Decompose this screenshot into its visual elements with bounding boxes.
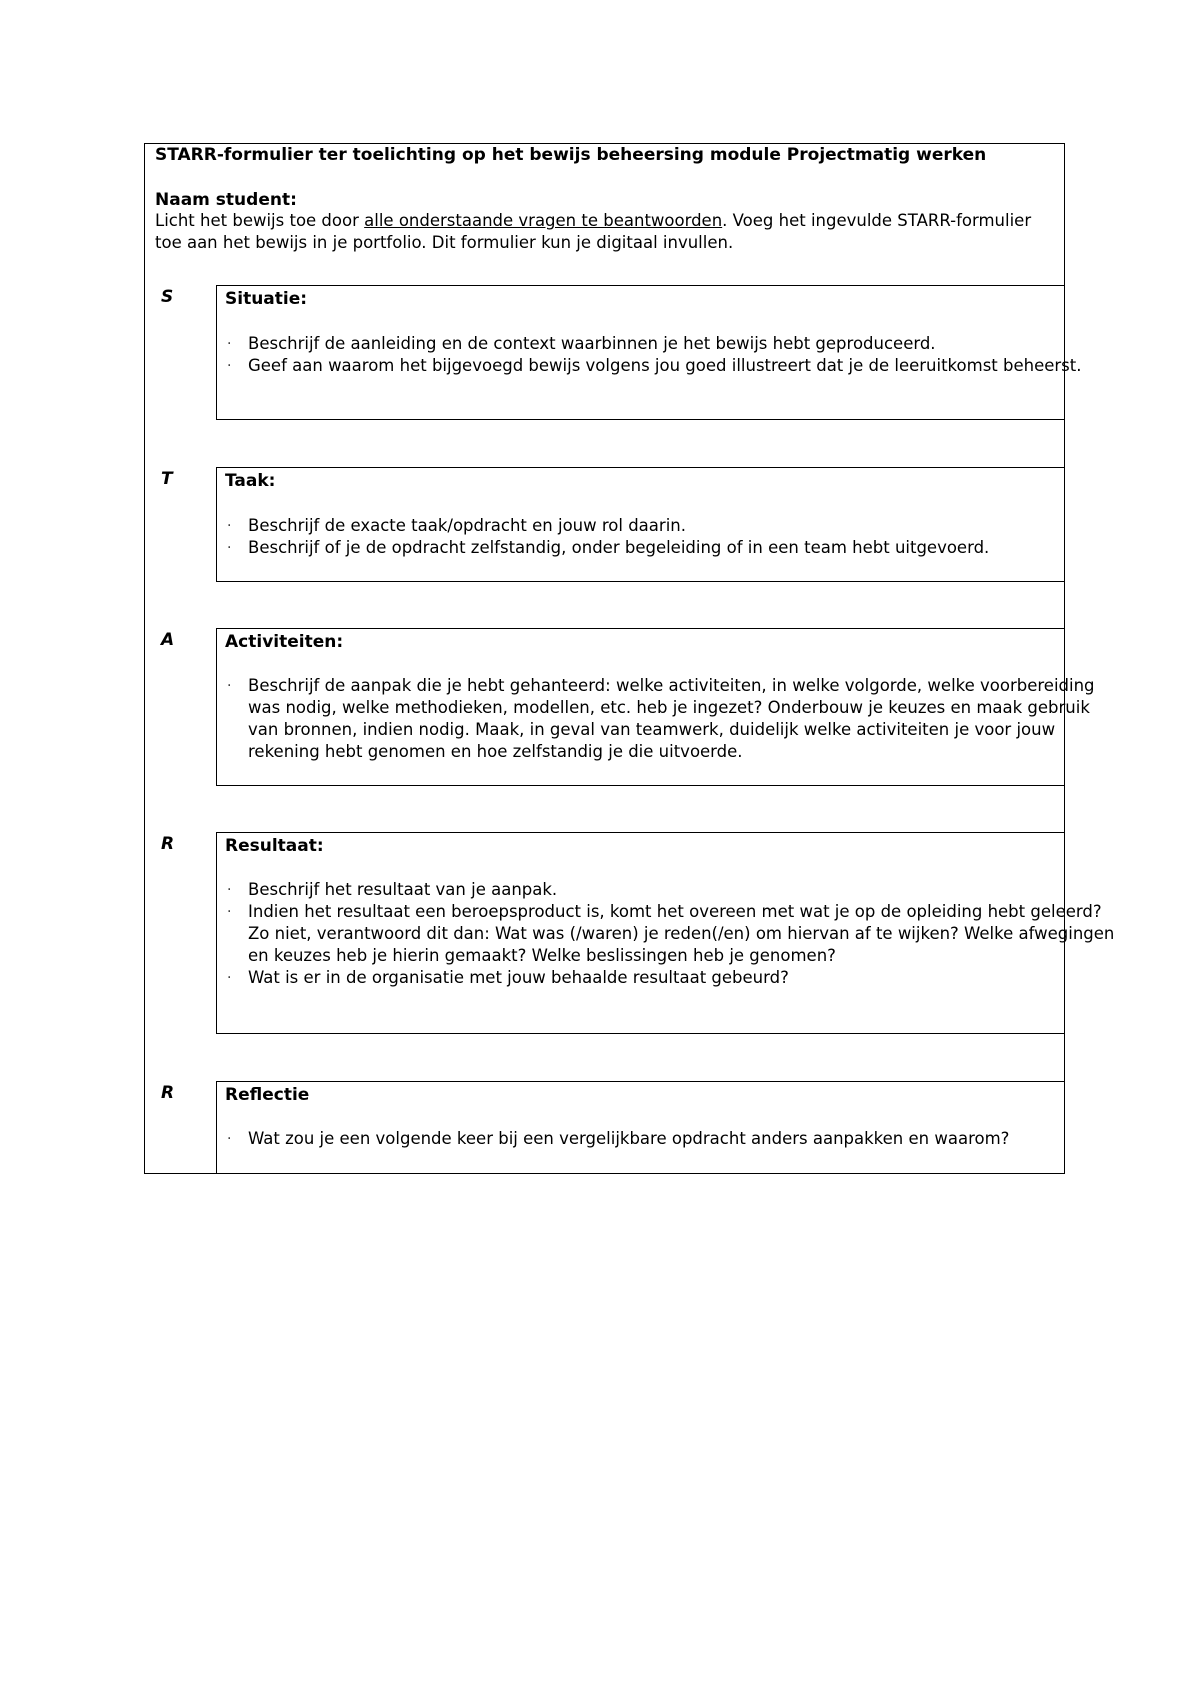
section-resultaat-bullets	[225, 879, 1125, 989]
instructions-text-start: Licht het bewijs toe door	[155, 211, 365, 230]
list-item: · Beschrijf het resultaat van je aanpak.	[225, 879, 1125, 901]
section-letter-r-reflectie: R	[161, 1083, 175, 1103]
section-letter-s: S	[161, 287, 174, 307]
section-situatie-bullets	[225, 333, 1125, 377]
form-title: STARR-formulier ter toelichting op het bewijs beheersing module Projectmatig werken	[155, 145, 987, 165]
list-item: · Beschrijf de aanleiding en de context waarbinnen je het bewijs hebt geproduceerd.	[225, 333, 1125, 355]
section-letter-r-resultaat: R	[161, 834, 175, 854]
section-heading-resultaat: Resultaat:	[225, 836, 324, 856]
section-activiteiten-bullets	[225, 675, 1105, 763]
section-activiteiten[interactable]	[216, 628, 1095, 786]
section-heading-activiteiten: Activiteiten:	[225, 632, 344, 652]
form-instructions	[155, 210, 1055, 254]
list-item: · Wat is er in de organisatie met jouw behaalde resultaat gebeurd?	[225, 967, 1125, 989]
section-taak[interactable]	[216, 467, 1065, 582]
instructions-underlined-text: alle onderstaande vragen te beantwoorden	[364, 211, 723, 230]
section-reflectie[interactable]	[216, 1081, 1065, 1174]
student-name-label: Naam student:	[155, 190, 297, 210]
section-letter-t: T	[161, 469, 173, 489]
instructions-text-end: . Voeg het ingevulde STARR-formulier toe aan het bewijs in je portfolio. Dit formulier kun je digitaal invullen.	[155, 211, 1032, 252]
section-resultaat[interactable]	[216, 832, 1115, 1034]
section-taak-bullets	[225, 515, 1125, 559]
section-heading-taak: Taak:	[225, 471, 276, 491]
list-item: · Beschrijf of je de opdracht zelfstandig, onder begeleiding of in een team hebt uitgevoerd.	[225, 537, 1125, 559]
section-letter-a: A	[161, 630, 175, 650]
section-heading-situatie: Situatie:	[225, 289, 308, 309]
list-item: · Beschrijf de exacte taak/opdracht en jouw rol daarin.	[225, 515, 1125, 537]
list-item: · Indien het resultaat een beroepsproduct is, komt het overeen met wat je op de opleiding hebt geleerd? Zo niet, verantwoord dit dan: Wat was (/waren) je reden(/en) om hiervan af te wijken? Welke afwegingen en keuzes heb je hierin gemaakt? Welke beslissingen heb je genomen?	[225, 901, 1125, 967]
section-reflectie-bullets	[225, 1128, 1125, 1150]
list-item: · Beschrijf de aanpak die je hebt gehanteerd: welke activiteiten, in welke volgorde, welke voorbereiding was nodig, welke methodieken, modellen, etc. heb je ingezet? Onderbouw je keuzes en maak gebruik van bronnen, indien nodig. Maak, in geval van teamwerk, duidelijk welke activiteiten je voor jouw rekening hebt genomen en hoe zelfstandig je die uitvoerde.	[225, 675, 1105, 763]
list-item: · Wat zou je een volgende keer bij een vergelijkbare opdracht anders aanpakken en waarom?	[225, 1128, 1125, 1150]
list-item: · Geef aan waarom het bijgevoegd bewijs volgens jou goed illustreert dat je de leeruitkomst beheerst.	[225, 355, 1125, 377]
section-situatie[interactable]	[216, 285, 1082, 420]
section-heading-reflectie: Reflectie	[225, 1085, 310, 1105]
